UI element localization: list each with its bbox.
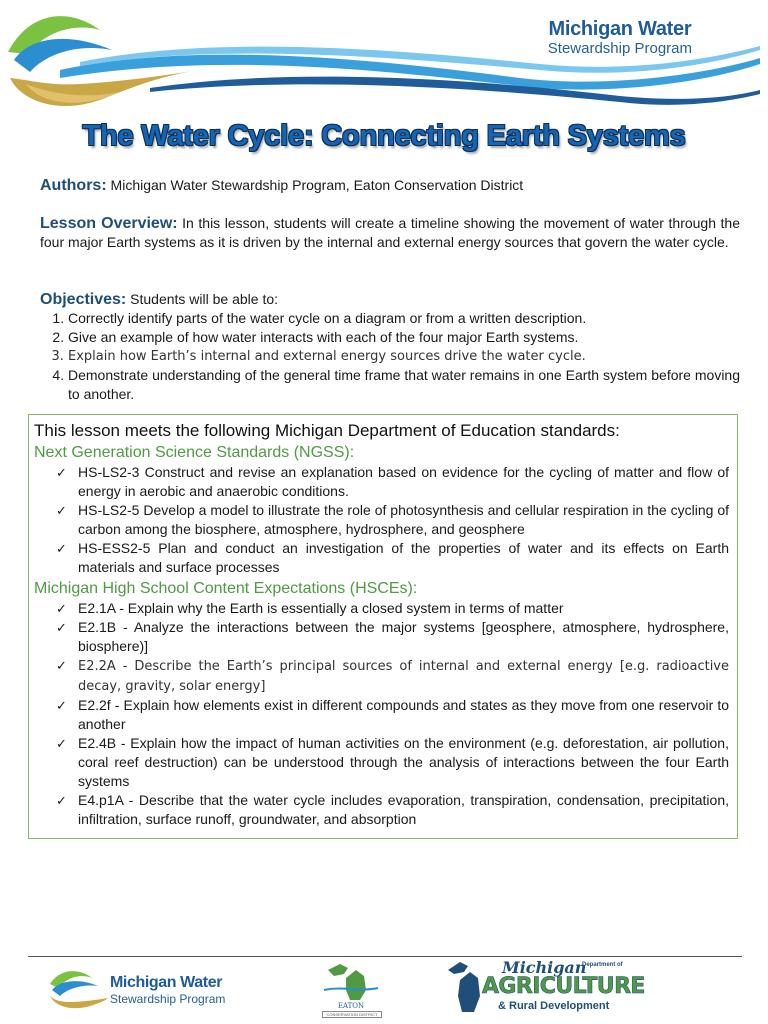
objectives-label: Objectives: bbox=[40, 291, 127, 308]
brand-line1: Michigan Water bbox=[548, 18, 692, 40]
hsce-item: ✓ E2.1A - Explain why the Earth is essentially a closed system in terms of matter bbox=[56, 600, 564, 616]
hsce-item: ✓ E2.2f - Explain how elements exist in different compounds and states as they move from one reservoir to another bbox=[56, 697, 729, 732]
eaton-label: EATON bbox=[337, 1002, 365, 1010]
standards-box bbox=[28, 414, 738, 839]
mda-sub: & Rural Development bbox=[498, 1000, 610, 1012]
page-header bbox=[0, 0, 768, 120]
ngss-item: ✓ HS-LS2-3 Construct and revise an explanation based on evidence for the cycling of matter and flow of energy in aerobic and anaerobic conditions. bbox=[56, 464, 729, 499]
page-title: The Water Cycle: Connecting Earth Systems bbox=[82, 120, 686, 152]
objective-item: 2. Give an example of how water interacts with each of the four major Earth systems. bbox=[68, 328, 740, 347]
mda-script: Michigan bbox=[502, 958, 587, 977]
standards-intro: This lesson meets the following Michigan Department of Education standards: bbox=[34, 421, 620, 440]
lesson-overview-section bbox=[40, 214, 740, 252]
checkmark-icon: ✓ bbox=[56, 601, 67, 616]
checkmark-icon: ✓ bbox=[56, 793, 67, 808]
checkmark-icon: ✓ bbox=[56, 465, 67, 480]
footer-mwsp-line1: Michigan Water bbox=[110, 974, 223, 991]
objective-item: 1. Correctly identify parts of the water cycle on a diagram or from a written description. bbox=[68, 309, 740, 328]
hsce-item: ✓ E4.p1A - Describe that the water cycle includes evaporation, transpiration, condensation, precipitation, infiltration, surface runoff, groundwater, and absorption bbox=[56, 792, 729, 827]
michigan-map-icon bbox=[322, 960, 380, 1004]
hands-logo-icon bbox=[46, 964, 108, 1012]
mda-main: AGRICULTURE bbox=[482, 974, 645, 999]
hsce-item: ✓ E2.1B - Analyze the interactions between the major systems [geosphere, atmosphere, hydrosphere, biosphere)] bbox=[56, 619, 729, 654]
brand-line2: Stewardship Program bbox=[547, 40, 692, 57]
authors-label: Authors bbox=[40, 177, 102, 194]
checkmark-icon: ✓ bbox=[56, 503, 67, 518]
authors-text: Michigan Water Stewardship Program, Eaton Conservation District bbox=[110, 177, 524, 193]
objectives-intro: Students will be able to: bbox=[130, 291, 279, 307]
ngss-heading: Next Generation Science Standards (NGSS): bbox=[34, 444, 355, 461]
checkmark-icon: ✓ bbox=[56, 658, 67, 673]
footer-mdard-logo bbox=[446, 958, 645, 1018]
overview-text: In this lesson, students will create a timeline showing the movement of water through the four major Earth systems as it is driven by the internal and external energy sources that govern the water cycle. bbox=[40, 215, 741, 250]
michigan-map-icon bbox=[446, 960, 486, 1018]
hsce-item: ✓ E2.2A - Describe the Earth’s principal sources of internal and external energy [e.g. radioactive decay, gravity, solar energy] bbox=[56, 658, 729, 694]
brand-wordmark bbox=[548, 18, 692, 58]
mda-dept: Department of bbox=[582, 962, 623, 968]
authors-section: Authors: Michigan Water Stewardship Program, Eaton Conservation District bbox=[40, 177, 524, 194]
checkmark-icon: ✓ bbox=[56, 736, 67, 751]
hsce-heading: Michigan High School Content Expectations (HSCEs): bbox=[34, 580, 418, 597]
ngss-item: ✓ HS-LS2-5 Develop a model to illustrate the role of photosynthesis and cellular respiration in the cycling of carbon among the biosphere, atmosphere, hydrosphere, and geosphere bbox=[56, 502, 729, 537]
overview-label: Lesson Overview: bbox=[40, 215, 178, 232]
checkmark-icon: ✓ bbox=[56, 698, 67, 713]
checkmark-icon: ✓ bbox=[56, 620, 67, 635]
eaton-sub: CONSERVATION DISTRICT bbox=[322, 1011, 382, 1018]
footer-divider bbox=[28, 956, 742, 957]
objectives-list bbox=[40, 309, 740, 404]
ngss-item: ✓ HS-ESS2-5 Plan and conduct an investigation of the properties of water and its effects on Earth materials and surface processes bbox=[56, 540, 729, 575]
footer-mwsp-logo bbox=[46, 964, 226, 1014]
footer-eaton-logo bbox=[322, 960, 380, 1020]
footer-mwsp-line2: Stewardship Program bbox=[110, 992, 226, 1006]
objective-item: 3. Explain how Earth’s internal and external energy sources drive the water cycle. bbox=[68, 347, 740, 366]
hsce-list bbox=[34, 599, 729, 829]
hsce-item: ✓ E2.4B - Explain how the impact of human activities on the environment (e.g. deforestation, air pollution, coral reef destruction) can be understood through the analysis of interactions between the four Earth systems bbox=[56, 735, 729, 789]
objectives-section bbox=[40, 290, 740, 404]
checkmark-icon: ✓ bbox=[56, 541, 67, 556]
objective-item: 4. Demonstrate understanding of the general time frame that water remains in one Earth system before moving to another. bbox=[68, 366, 740, 404]
ngss-list bbox=[34, 463, 729, 577]
